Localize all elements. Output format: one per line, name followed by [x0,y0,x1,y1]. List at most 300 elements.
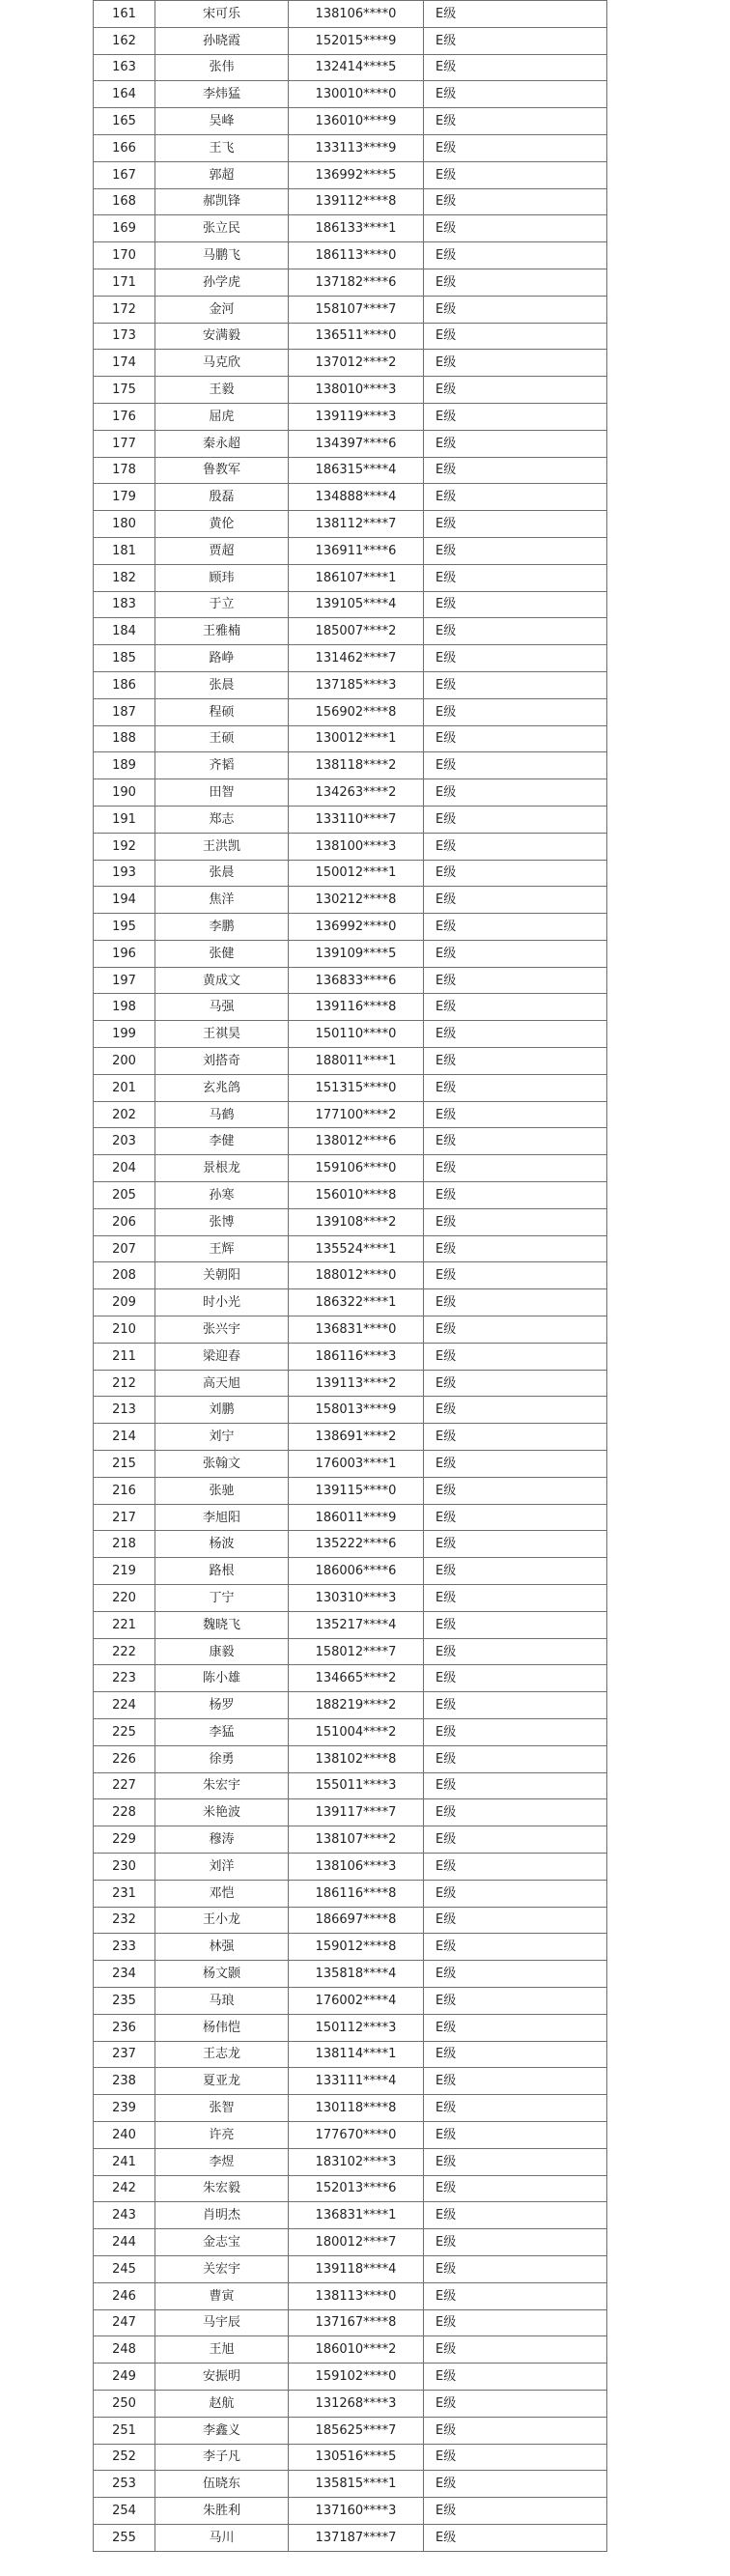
table-row [94,2309,607,2336]
table-row [94,1155,607,1182]
phone-number: 158012****7 [289,1638,424,1665]
row-number: 216 [94,1477,155,1504]
grade-level: E级 [424,779,607,807]
grade-level: E级 [424,1370,607,1397]
phone-number: 186010****2 [289,2336,424,2364]
row-number: 201 [94,1074,155,1101]
phone-number: 152013****6 [289,2175,424,2202]
person-name: 李猛 [155,1719,289,1746]
grade-level: E级 [424,2041,607,2068]
person-name: 金河 [155,296,289,323]
table-row [94,2229,607,2256]
row-number: 163 [94,54,155,81]
phone-number: 186011****9 [289,1504,424,1531]
grade-level: E级 [424,1799,607,1826]
table-row [94,967,607,994]
grade-level: E级 [424,2014,607,2041]
person-name: 李旭阳 [155,1504,289,1531]
row-number: 249 [94,2364,155,2391]
table-row [94,188,607,215]
row-number: 223 [94,1665,155,1692]
row-number: 224 [94,1692,155,1719]
table-row [94,2498,607,2525]
grade-level: E级 [424,484,607,511]
grade-level: E级 [424,1424,607,1451]
grade-level: E级 [424,1397,607,1424]
table-row [94,671,607,698]
person-name: 米艳波 [155,1799,289,1826]
grade-level: E级 [424,2148,607,2175]
grade-level: E级 [424,1504,607,1531]
table-row [94,377,607,404]
row-number: 184 [94,618,155,645]
table-row [94,2121,607,2148]
grade-level: E级 [424,860,607,887]
person-name: 李鹏 [155,914,289,941]
person-name: 王祺昊 [155,1021,289,1048]
person-name: 王辉 [155,1235,289,1262]
table-row [94,1665,607,1692]
grade-level: E级 [424,618,607,645]
table-row [94,1289,607,1316]
phone-number: 135818****4 [289,1961,424,1988]
phone-number: 159106****0 [289,1155,424,1182]
phone-number: 150110****0 [289,1021,424,1048]
grade-level: E级 [424,1316,607,1344]
row-number: 174 [94,350,155,377]
phone-number: 139109****5 [289,940,424,967]
row-number: 227 [94,1772,155,1799]
row-number: 253 [94,2471,155,2498]
person-name: 金志宝 [155,2229,289,2256]
person-name: 张立民 [155,215,289,242]
phone-number: 156010****8 [289,1182,424,1209]
person-name: 郝凯锋 [155,188,289,215]
row-number: 202 [94,1101,155,1128]
table-row [94,27,607,54]
person-name: 张兴宇 [155,1316,289,1344]
grade-level: E级 [424,457,607,484]
person-name: 马鹤 [155,1101,289,1128]
row-number: 217 [94,1504,155,1531]
person-name: 景根龙 [155,1155,289,1182]
person-name: 丁宁 [155,1585,289,1612]
table-row [94,806,607,833]
table-row [94,1961,607,1988]
table-row [94,2417,607,2444]
phone-number: 139112****8 [289,188,424,215]
grade-level: E级 [424,1155,607,1182]
row-number: 240 [94,2121,155,2148]
person-name: 杨伟恺 [155,2014,289,2041]
table-row [94,403,607,430]
grade-level: E级 [424,2390,607,2417]
person-name: 孙晓霞 [155,27,289,54]
phone-number: 139119****3 [289,403,424,430]
person-name: 王志龙 [155,2041,289,2068]
phone-number: 130212****8 [289,887,424,914]
phone-number: 136833****6 [289,967,424,994]
phone-number: 139108****2 [289,1208,424,1235]
person-name: 程硕 [155,698,289,725]
row-number: 210 [94,1316,155,1344]
row-number: 247 [94,2309,155,2336]
table-row [94,1853,607,1880]
person-name: 朱胜利 [155,2498,289,2525]
grade-level: E级 [424,2417,607,2444]
row-number: 239 [94,2095,155,2122]
phone-number: 137167****8 [289,2309,424,2336]
row-number: 218 [94,1531,155,1558]
table-row [94,1558,607,1585]
table-row [94,242,607,269]
phone-number: 151315****0 [289,1074,424,1101]
phone-number: 136911****6 [289,537,424,564]
table-row [94,1397,607,1424]
phone-number: 135524****1 [289,1235,424,1262]
phone-number: 131268****3 [289,2390,424,2417]
person-name: 邓恺 [155,1880,289,1907]
person-name: 徐勇 [155,1745,289,1772]
person-name: 刘宁 [155,1424,289,1451]
grade-level: E级 [424,1880,607,1907]
phone-number: 135217****4 [289,1611,424,1638]
row-number: 225 [94,1719,155,1746]
row-number: 246 [94,2282,155,2309]
row-number: 235 [94,1987,155,2014]
row-number: 175 [94,377,155,404]
table-row [94,1638,607,1665]
table-row [94,752,607,779]
grade-level: E级 [424,1558,607,1585]
table-row [94,484,607,511]
row-number: 170 [94,242,155,269]
grade-level: E级 [424,833,607,860]
table-row [94,994,607,1021]
phone-number: 188219****2 [289,1692,424,1719]
phone-number: 135815****1 [289,2471,424,2498]
person-name: 鲁教军 [155,457,289,484]
row-number: 171 [94,269,155,296]
grade-level: E级 [424,108,607,135]
phone-number: 186322****1 [289,1289,424,1316]
table-row [94,1799,607,1826]
row-number: 186 [94,671,155,698]
table-row [94,2471,607,2498]
row-number: 203 [94,1128,155,1155]
person-name: 高天旭 [155,1370,289,1397]
phone-number: 186116****3 [289,1343,424,1370]
row-number: 234 [94,1961,155,1988]
person-name: 夏亚龙 [155,2068,289,2095]
row-number: 214 [94,1424,155,1451]
phone-number: 135222****6 [289,1531,424,1558]
phone-number: 151004****2 [289,1719,424,1746]
grade-level: E级 [424,81,607,108]
person-name: 朱宏毅 [155,2175,289,2202]
person-name: 吴峰 [155,108,289,135]
phone-number: 185007****2 [289,618,424,645]
table-row [94,108,607,135]
person-name: 许亮 [155,2121,289,2148]
phone-number: 136831****1 [289,2202,424,2229]
row-number: 233 [94,1934,155,1961]
phone-number: 130012****1 [289,725,424,752]
row-number: 238 [94,2068,155,2095]
person-name: 刘鹏 [155,1397,289,1424]
table-row [94,725,607,752]
person-name: 马克欣 [155,350,289,377]
person-name: 伍晓东 [155,2471,289,2498]
table-row [94,1262,607,1289]
grade-level: E级 [424,806,607,833]
grade-level: E级 [424,54,607,81]
table-row [94,2444,607,2471]
row-number: 208 [94,1262,155,1289]
grade-level: E级 [424,242,607,269]
table-row [94,1585,607,1612]
grade-level: E级 [424,1289,607,1316]
grade-level: E级 [424,698,607,725]
grade-level: E级 [424,1182,607,1209]
grade-level: E级 [424,1638,607,1665]
person-name: 时小光 [155,1289,289,1316]
grade-level: E级 [424,1692,607,1719]
person-name: 马琅 [155,1987,289,2014]
person-name: 王硕 [155,725,289,752]
phone-number: 139113****2 [289,1370,424,1397]
row-number: 251 [94,2417,155,2444]
grade-level: E级 [424,323,607,350]
person-name: 穆涛 [155,1826,289,1854]
grade-level: E级 [424,188,607,215]
phone-number: 176003****1 [289,1451,424,1478]
table-row [94,1208,607,1235]
grade-level: E级 [424,430,607,457]
person-name: 安满毅 [155,323,289,350]
phone-number: 134665****2 [289,1665,424,1692]
row-number: 168 [94,188,155,215]
table-row [94,2068,607,2095]
phone-number: 137160****3 [289,2498,424,2525]
grade-level: E级 [424,1585,607,1612]
row-number: 182 [94,564,155,591]
table-row [94,2524,607,2551]
person-name: 黄成文 [155,967,289,994]
person-name: 殷磊 [155,484,289,511]
person-name: 田智 [155,779,289,807]
person-name: 郑志 [155,806,289,833]
table-row [94,1719,607,1746]
grade-level: E级 [424,994,607,1021]
person-name: 张健 [155,940,289,967]
phone-number: 138010****3 [289,377,424,404]
grade-level: E级 [424,1531,607,1558]
phone-number: 133111****4 [289,2068,424,2095]
person-name: 关朝阳 [155,1262,289,1289]
phone-number: 138118****2 [289,752,424,779]
table-row [94,1235,607,1262]
table-row [94,296,607,323]
phone-number: 139116****8 [289,994,424,1021]
person-name: 李鑫义 [155,2417,289,2444]
grade-level: E级 [424,215,607,242]
row-number: 254 [94,2498,155,2525]
grade-level: E级 [424,2255,607,2282]
row-number: 212 [94,1370,155,1397]
table-row [94,1745,607,1772]
phone-number: 133113****9 [289,134,424,161]
person-name: 齐韬 [155,752,289,779]
row-number: 232 [94,1907,155,1934]
grade-level: E级 [424,403,607,430]
grade-level: E级 [424,645,607,672]
person-name: 康毅 [155,1638,289,1665]
table-row [94,134,607,161]
person-name: 路峥 [155,645,289,672]
person-name: 肖明杰 [155,2202,289,2229]
grade-level: E级 [424,914,607,941]
phone-number: 138691****2 [289,1424,424,1451]
person-name: 李子凡 [155,2444,289,2471]
grade-level: E级 [424,1907,607,1934]
row-number: 204 [94,1155,155,1182]
row-number: 220 [94,1585,155,1612]
table-row [94,1021,607,1048]
table-row [94,1907,607,1934]
table-row [94,564,607,591]
phone-number: 188012****0 [289,1262,424,1289]
table-row [94,1934,607,1961]
row-number: 229 [94,1826,155,1854]
phone-number: 138107****2 [289,1826,424,1854]
phone-number: 138012****6 [289,1128,424,1155]
table-row [94,350,607,377]
table-row [94,2014,607,2041]
row-number: 255 [94,2524,155,2551]
grade-level: E级 [424,296,607,323]
phone-number: 136511****0 [289,323,424,350]
table-row [94,2202,607,2229]
person-name: 焦洋 [155,887,289,914]
grade-level: E级 [424,1611,607,1638]
grade-level: E级 [424,537,607,564]
person-name: 林强 [155,1934,289,1961]
phone-number: 180012****7 [289,2229,424,2256]
row-number: 177 [94,430,155,457]
phone-number: 138114****1 [289,2041,424,2068]
grade-level: E级 [424,2175,607,2202]
phone-number: 177670****0 [289,2121,424,2148]
grade-level: E级 [424,1343,607,1370]
grade-level: E级 [424,2229,607,2256]
row-number: 211 [94,1343,155,1370]
row-number: 196 [94,940,155,967]
table-row [94,2390,607,2417]
row-number: 195 [94,914,155,941]
grade-level: E级 [424,671,607,698]
person-name: 刘搭奇 [155,1048,289,1075]
phone-number: 138100****3 [289,833,424,860]
roster-table [93,0,607,2552]
phone-number: 139115****0 [289,1477,424,1504]
grade-level: E级 [424,1745,607,1772]
grade-level: E级 [424,1719,607,1746]
grade-level: E级 [424,2498,607,2525]
phone-number: 138106****3 [289,1853,424,1880]
phone-number: 177100****2 [289,1101,424,1128]
table-row [94,1074,607,1101]
person-name: 张博 [155,1208,289,1235]
person-name: 王雅楠 [155,618,289,645]
phone-number: 186697****8 [289,1907,424,1934]
row-number: 243 [94,2202,155,2229]
row-number: 237 [94,2041,155,2068]
table-row [94,2255,607,2282]
person-name: 朱宏宇 [155,1772,289,1799]
phone-number: 139117****7 [289,1799,424,1826]
phone-number: 138106****0 [289,1,424,28]
table-row [94,940,607,967]
row-number: 213 [94,1397,155,1424]
table-row [94,2364,607,2391]
table-row [94,1611,607,1638]
grade-level: E级 [424,2336,607,2364]
person-name: 李炜猛 [155,81,289,108]
grade-level: E级 [424,350,607,377]
phone-number: 134263****2 [289,779,424,807]
grade-level: E级 [424,1961,607,1988]
phone-number: 183102****3 [289,2148,424,2175]
phone-number: 158013****9 [289,1397,424,1424]
row-number: 178 [94,457,155,484]
person-name: 魏晓飞 [155,1611,289,1638]
person-name: 顾玮 [155,564,289,591]
row-number: 231 [94,1880,155,1907]
person-name: 梁迎春 [155,1343,289,1370]
table-row [94,1477,607,1504]
phone-number: 132414****5 [289,54,424,81]
phone-number: 152015****9 [289,27,424,54]
phone-number: 137012****2 [289,350,424,377]
phone-number: 130010****0 [289,81,424,108]
phone-number: 158107****7 [289,296,424,323]
table-row [94,887,607,914]
grade-level: E级 [424,1987,607,2014]
phone-number: 131462****7 [289,645,424,672]
row-number: 245 [94,2255,155,2282]
grade-level: E级 [424,1665,607,1692]
phone-number: 130118****8 [289,2095,424,2122]
phone-number: 188011****1 [289,1048,424,1075]
row-number: 252 [94,2444,155,2471]
grade-level: E级 [424,1853,607,1880]
row-number: 215 [94,1451,155,1478]
person-name: 孙学虎 [155,269,289,296]
grade-level: E级 [424,2202,607,2229]
row-number: 193 [94,860,155,887]
row-number: 164 [94,81,155,108]
row-number: 228 [94,1799,155,1826]
row-number: 200 [94,1048,155,1075]
grade-level: E级 [424,2282,607,2309]
phone-number: 186315****4 [289,457,424,484]
table-row [94,645,607,672]
grade-level: E级 [424,1048,607,1075]
table-row [94,537,607,564]
table-row [94,1826,607,1854]
row-number: 185 [94,645,155,672]
